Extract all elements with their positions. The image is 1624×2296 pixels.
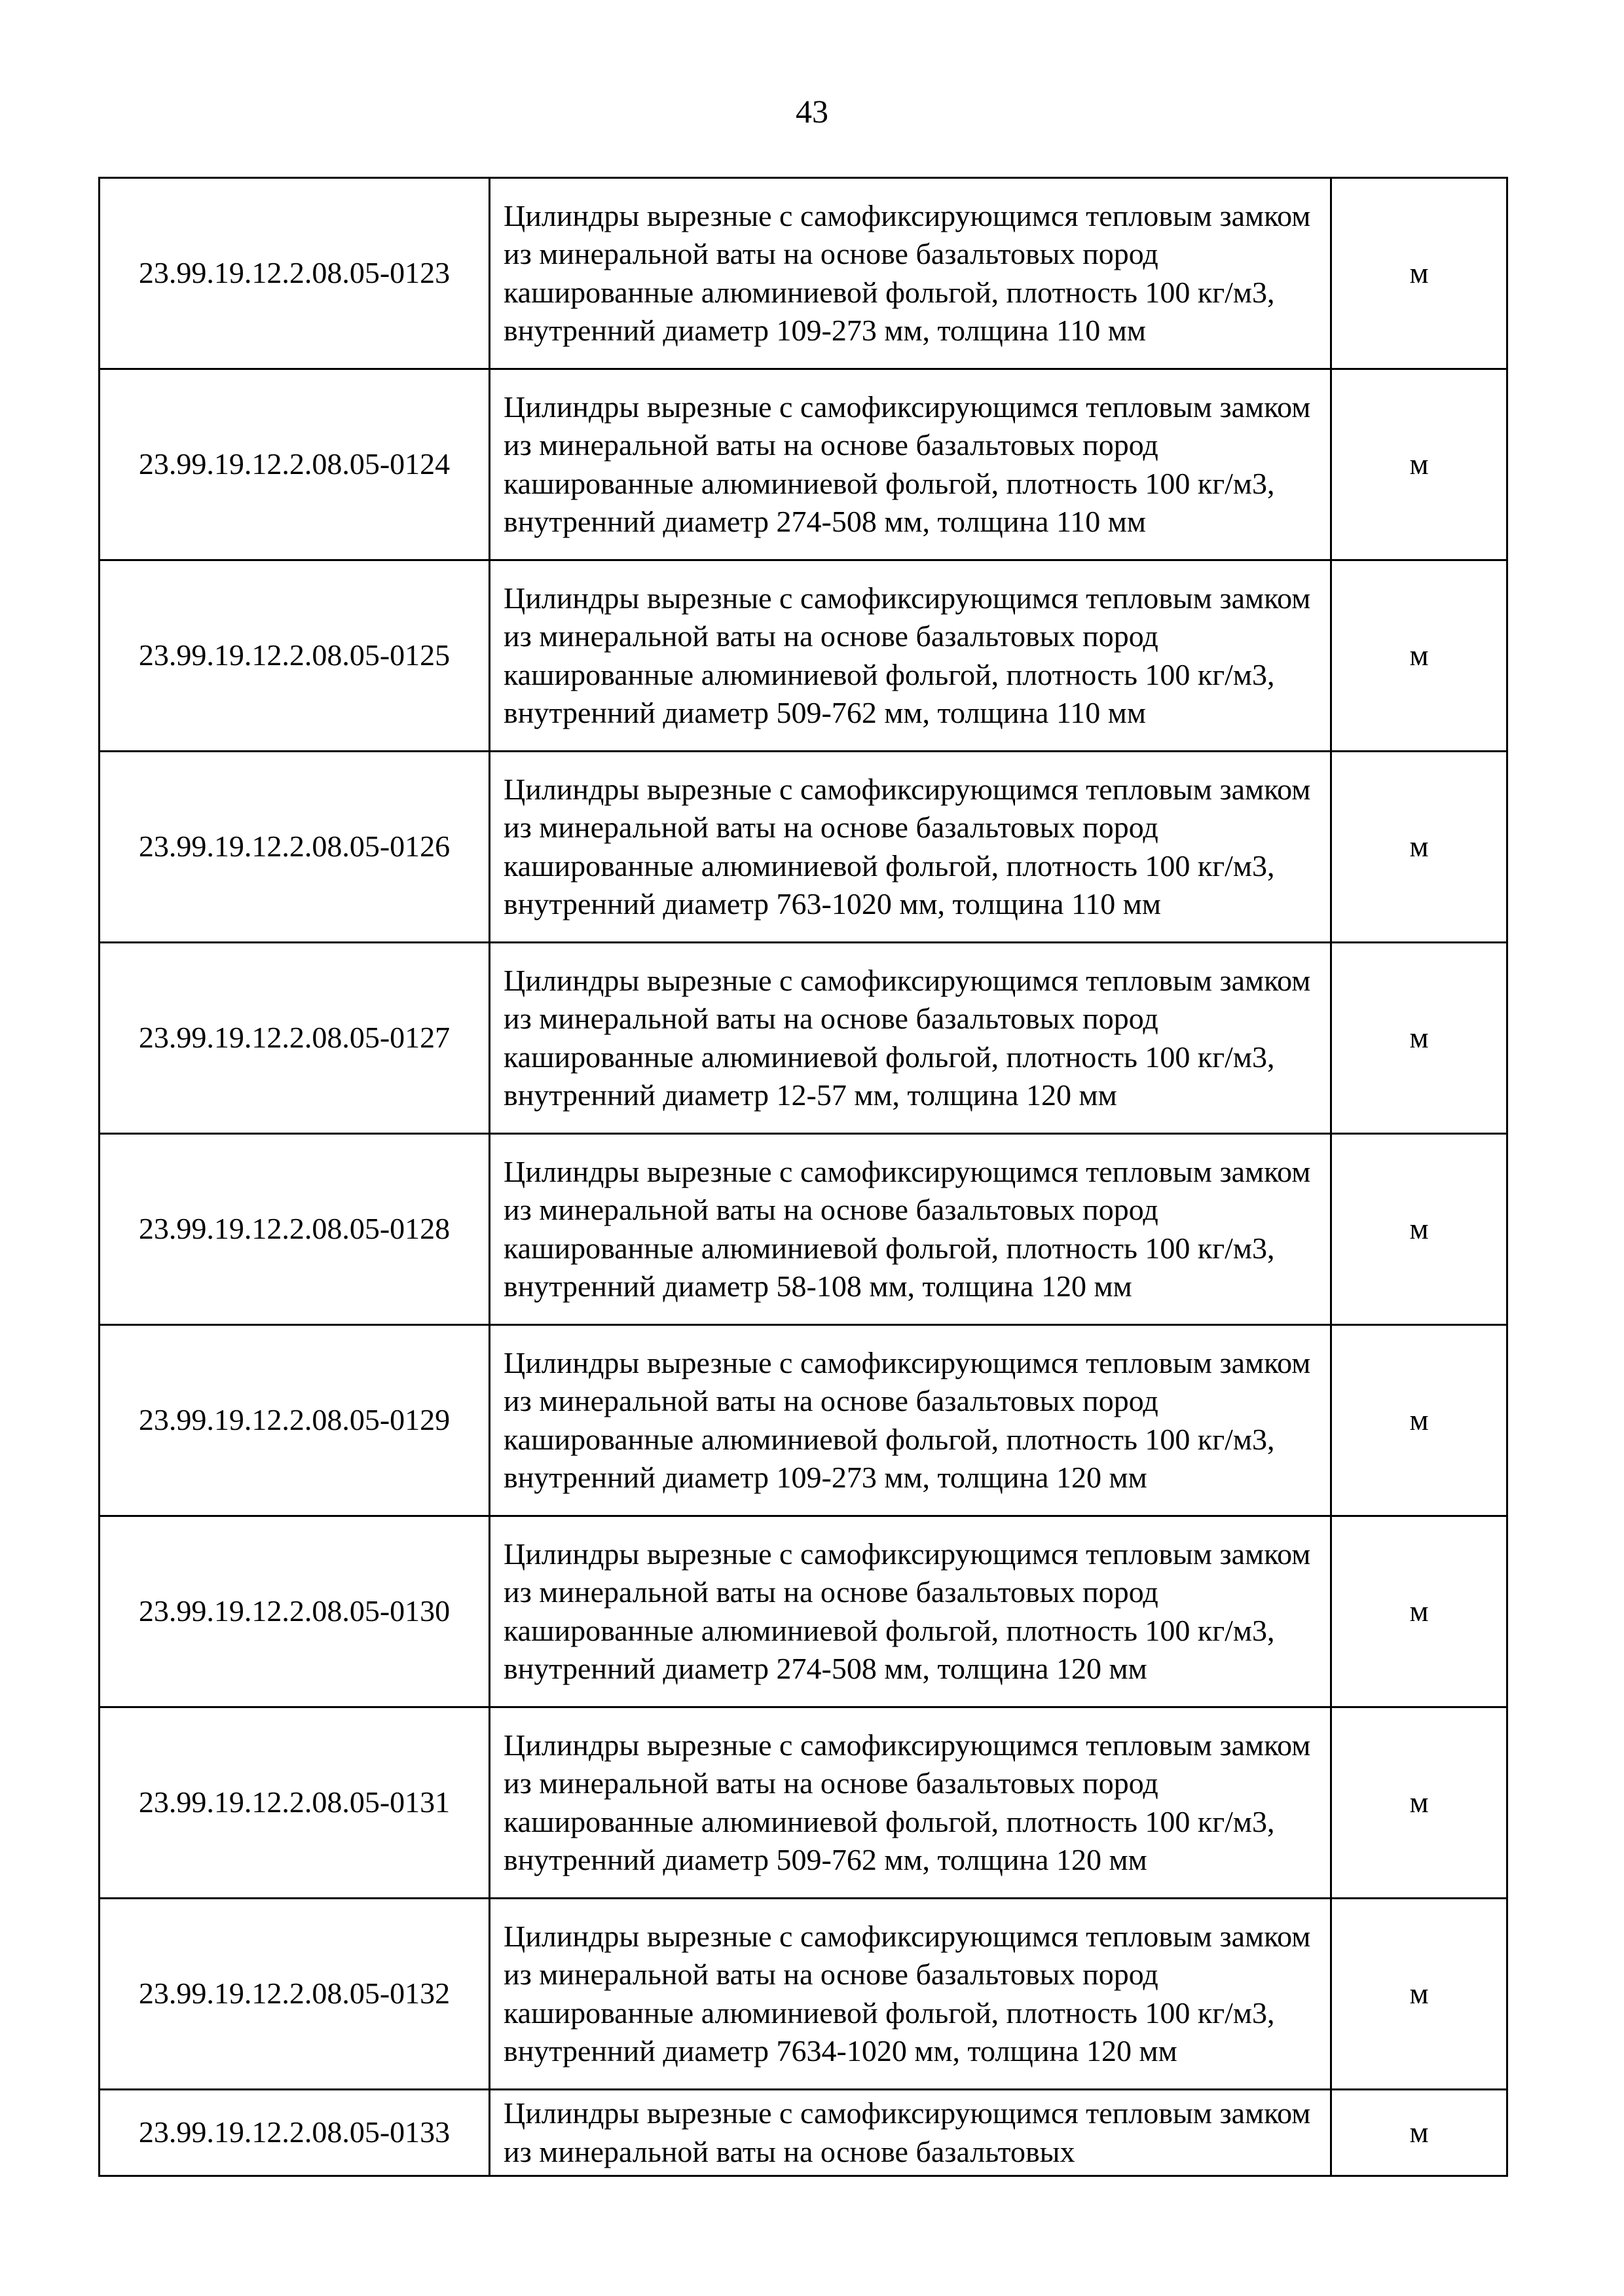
table-row (100, 369, 1507, 560)
unit-of-measure: м (1331, 1899, 1507, 2090)
resource-description: Цилиндры вырезные с самофиксирующимся тепловым замком из минеральной ваты на основе базальтовых пород кашированные алюминиевой фольгой, плотность 100 кг/м3, внутренний диаметр 58-108 мм, толщина 120 мм (490, 1134, 1331, 1325)
resource-description: Цилиндры вырезные с самофиксирующимся тепловым замком из минеральной ваты на основе базальтовых пород кашированные алюминиевой фольгой, плотность 100 кг/м3, внутренний диаметр 7634-1020 мм, толщина 120 мм (490, 1899, 1331, 2090)
resource-code: 23.99.19.12.2.08.05-0132 (100, 1899, 490, 2090)
resource-code: 23.99.19.12.2.08.05-0126 (100, 752, 490, 943)
resource-code: 23.99.19.12.2.08.05-0125 (100, 560, 490, 752)
resource-description: Цилиндры вырезные с самофиксирующимся тепловым замком из минеральной ваты на основе базальтовых пород кашированные алюминиевой фольгой, плотность 100 кг/м3, внутренний диаметр 509-762 мм, толщина 120 мм (490, 1707, 1331, 1899)
unit-of-measure: м (1331, 1325, 1507, 1516)
resource-table (98, 177, 1508, 2177)
unit-of-measure: м (1331, 369, 1507, 560)
unit-of-measure: м (1331, 2090, 1507, 2176)
resource-code: 23.99.19.12.2.08.05-0127 (100, 943, 490, 1134)
resource-description: Цилиндры вырезные с самофиксирующимся тепловым замком из минеральной ваты на основе базальтовых пород кашированные алюминиевой фольгой, плотность 100 кг/м3, внутренний диаметр 109-273 мм, толщина 110 мм (490, 178, 1331, 369)
unit-of-measure: м (1331, 1516, 1507, 1707)
unit-of-measure: м (1331, 560, 1507, 752)
unit-of-measure: м (1331, 1134, 1507, 1325)
table-row (100, 1899, 1507, 2090)
resource-code: 23.99.19.12.2.08.05-0129 (100, 1325, 490, 1516)
resource-description: Цилиндры вырезные с самофиксирующимся тепловым замком из минеральной ваты на основе базальтовых пород кашированные алюминиевой фольгой, плотность 100 кг/м3, внутренний диаметр 509-762 мм, толщина 110 мм (490, 560, 1331, 752)
resource-description: Цилиндры вырезные с самофиксирующимся тепловым замком из минеральной ваты на основе базальтовых пород кашированные алюминиевой фольгой, плотность 100 кг/м3, внутренний диаметр 274-508 мм, толщина 120 мм (490, 1516, 1331, 1707)
table-row (100, 178, 1507, 369)
resource-code: 23.99.19.12.2.08.05-0133 (100, 2090, 490, 2176)
unit-of-measure: м (1331, 943, 1507, 1134)
unit-of-measure: м (1331, 1707, 1507, 1899)
table-row (100, 560, 1507, 752)
table-row (100, 943, 1507, 1134)
resource-description: Цилиндры вырезные с самофиксирующимся тепловым замком из минеральной ваты на основе базальтовых (490, 2090, 1331, 2176)
resource-description: Цилиндры вырезные с самофиксирующимся тепловым замком из минеральной ваты на основе базальтовых пород кашированные алюминиевой фольгой, плотность 100 кг/м3, внутренний диаметр 12-57 мм, толщина 120 мм (490, 943, 1331, 1134)
table-row (100, 1325, 1507, 1516)
resource-code: 23.99.19.12.2.08.05-0123 (100, 178, 490, 369)
resource-description: Цилиндры вырезные с самофиксирующимся тепловым замком из минеральной ваты на основе базальтовых пород кашированные алюминиевой фольгой, плотность 100 кг/м3, внутренний диаметр 109-273 мм, толщина 120 мм (490, 1325, 1331, 1516)
page-number: 43 (796, 93, 828, 130)
table-row (100, 752, 1507, 943)
unit-of-measure: м (1331, 752, 1507, 943)
unit-of-measure: м (1331, 178, 1507, 369)
table-row (100, 2090, 1507, 2176)
table-row (100, 1516, 1507, 1707)
table-row (100, 1707, 1507, 1899)
resource-code: 23.99.19.12.2.08.05-0124 (100, 369, 490, 560)
resource-description: Цилиндры вырезные с самофиксирующимся тепловым замком из минеральной ваты на основе базальтовых пород кашированные алюминиевой фольгой, плотность 100 кг/м3, внутренний диаметр 763-1020 мм, толщина 110 мм (490, 752, 1331, 943)
resource-code: 23.99.19.12.2.08.05-0130 (100, 1516, 490, 1707)
resource-code: 23.99.19.12.2.08.05-0128 (100, 1134, 490, 1325)
table-row (100, 1134, 1507, 1325)
resource-code: 23.99.19.12.2.08.05-0131 (100, 1707, 490, 1899)
resource-description: Цилиндры вырезные с самофиксирующимся тепловым замком из минеральной ваты на основе базальтовых пород кашированные алюминиевой фольгой, плотность 100 кг/м3, внутренний диаметр 274-508 мм, толщина 110 мм (490, 369, 1331, 560)
